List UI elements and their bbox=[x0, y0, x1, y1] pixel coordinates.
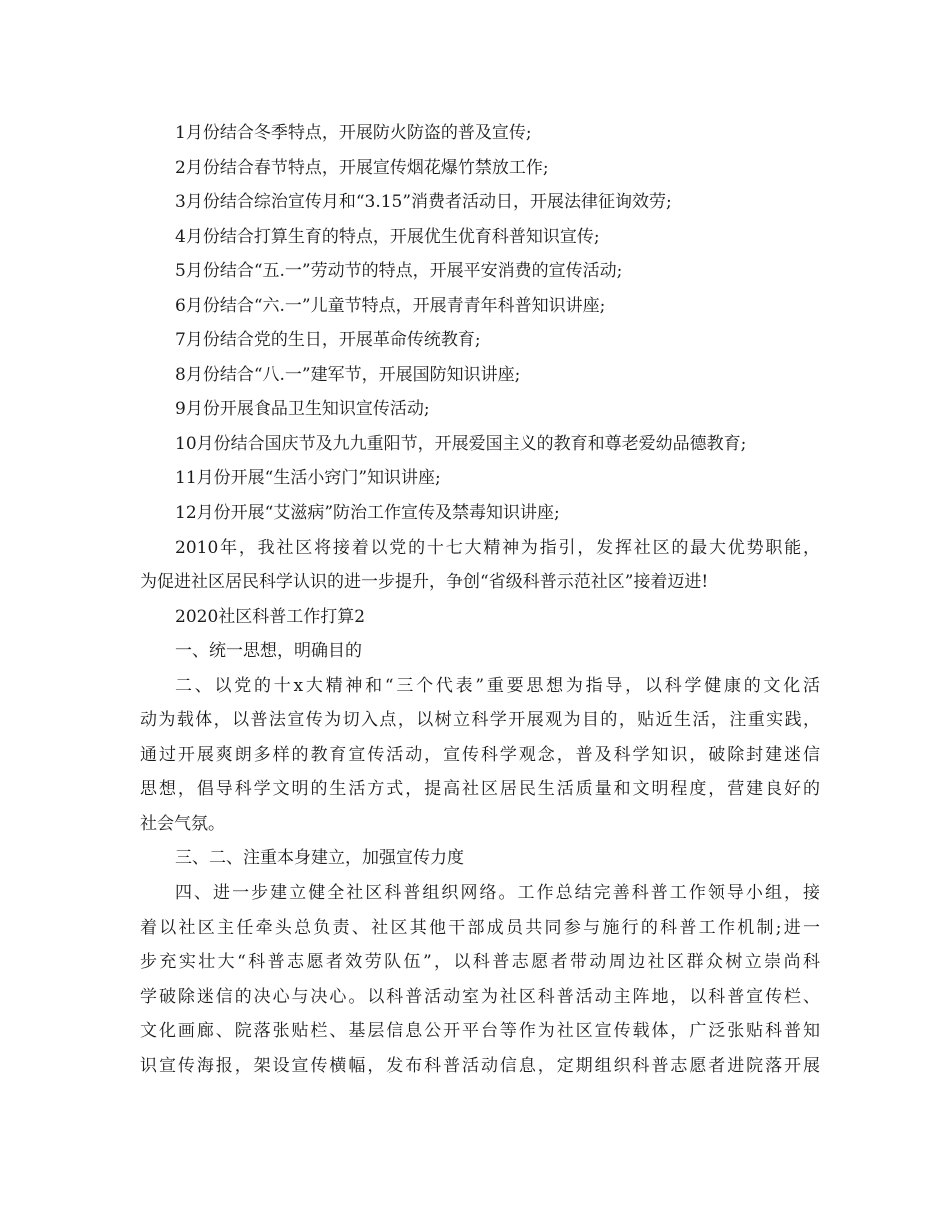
text-line: 12月份开展“艾滋病”防治工作宣传及禁毒知识讲座; bbox=[175, 503, 560, 524]
text-line: 3月份结合综治宣传月和“3.15”消费者活动日，开展法律征询效劳; bbox=[175, 192, 672, 213]
text-line: 社会气氛。 bbox=[140, 813, 225, 834]
text-line: 10月份结合国庆节及九九重阳节，开展爱国主义的教育和尊老爱幼品德教育; bbox=[175, 433, 747, 454]
text-line: 学破除迷信的决心与决心。以科普活动室为社区科普活动主阵地，以科普宣传栏、 bbox=[140, 986, 820, 1007]
text-line: 2020社区科普工作打算2 bbox=[175, 606, 366, 627]
text-line: 步充实壮大“科普志愿者效劳队伍”，以科普志愿者带动周边社区群众树立崇尚科 bbox=[140, 952, 820, 973]
text-line: 动为载体，以普法宣传为切入点，以树立科学开展观为目的，贴近生活，注重实践， bbox=[140, 710, 820, 731]
text-line: 一、统一思想，明确目的 bbox=[175, 641, 362, 662]
text-line: 6月份结合“六.一”儿童节特点，开展青青年科普知识讲座; bbox=[175, 295, 606, 316]
document-body bbox=[140, 116, 820, 1083]
text-line: 1月份结合冬季特点，开展防火防盗的普及宣传; bbox=[175, 123, 532, 143]
text-line: 为促进社区居民科学认识的进一步提升，争创“省级科普示范社区”接着迈进! bbox=[140, 572, 709, 593]
text-line: 二、以党的十x大精神和“三个代表”重要思想为指导，以科学健康的文化活 bbox=[175, 675, 820, 696]
text-line: 8月份结合“八.一”建军节，开展国防知识讲座; bbox=[175, 364, 521, 385]
text-line: 2010年，我社区将接着以党的十七大精神为指引，发挥社区的最大优势职能， bbox=[175, 537, 820, 558]
text-line: 4月份结合打算生育的特点，开展优生优育科普知识宣传; bbox=[175, 226, 600, 247]
text-line: 识宣传海报，架设宣传横幅，发布科普活动信息，定期组织科普志愿者进院落开展 bbox=[140, 1055, 820, 1076]
text-line: 7月份结合党的生日，开展革命传统教育; bbox=[175, 330, 481, 351]
text-line: 着以社区主任牵头总负责、社区其他干部成员共同参与施行的科普工作机制;进一 bbox=[140, 917, 820, 938]
text-line: 通过开展爽朗多样的教育宣传活动，宣传科学观念，普及科学知识，破除封建迷信 bbox=[140, 744, 820, 765]
text-line: 5月份结合“五.一”劳动节的特点，开展平安消费的宣传活动; bbox=[175, 261, 623, 282]
text-line: 文化画廊、院落张贴栏、基层信息公开平台等作为社区宣传载体，广泛张贴科普知 bbox=[140, 1021, 820, 1042]
text-line: 思想，倡导科学文明的生活方式，提高社区居民生活质量和文明程度，营建良好的 bbox=[140, 779, 820, 800]
text-line: 三、二、注重本身建立，加强宣传力度 bbox=[175, 848, 464, 869]
text-line: 2月份结合春节特点，开展宣传烟花爆竹禁放工作; bbox=[175, 157, 549, 178]
text-line: 9月份开展食品卫生知识宣传活动; bbox=[175, 399, 430, 420]
text-line: 四、进一步建立健全社区科普组织网络。工作总结完善科普工作领导小组，接 bbox=[175, 883, 820, 904]
text-line: 11月份开展“生活小窍门”知识讲座; bbox=[175, 468, 441, 489]
